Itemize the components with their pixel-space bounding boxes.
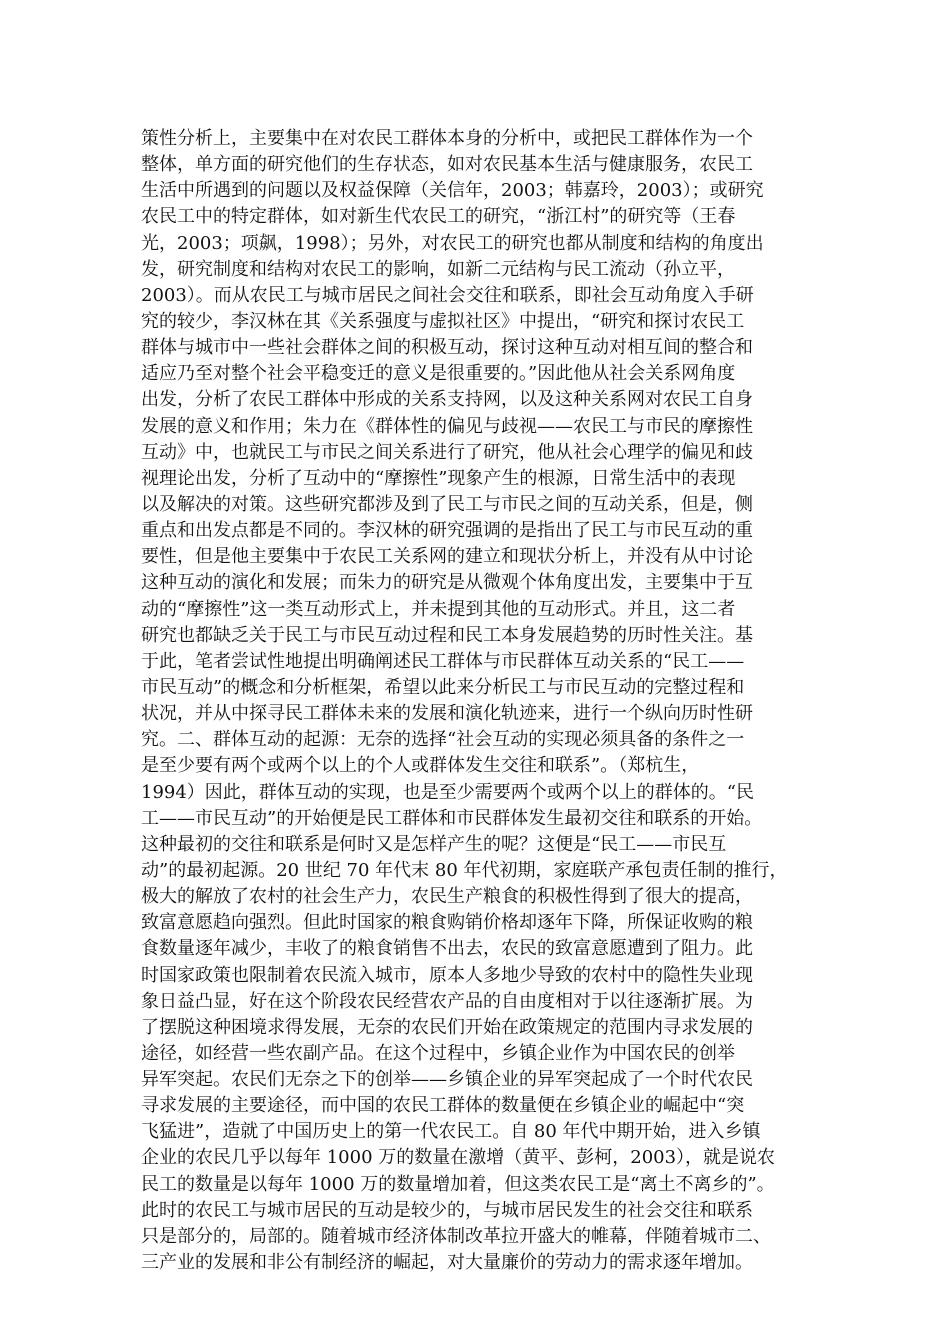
text-line: 于此，笔者尝试性地提出明确阐述民工群体与市民群体互动关系的“民工——: [141, 650, 745, 672]
text-line: 究。二、群体互动的起源：无奈的选择“社会互动的实现必须具备的条件之一: [141, 729, 745, 751]
text-line: 发展的意义和作用；朱力在《群体性的偏见与歧视——农民工与市民的摩擦性: [141, 415, 753, 437]
text-line: 三产业的发展和非公有制经济的崛起，对大量廉价的劳动力的需求逐年增加。: [141, 1252, 753, 1274]
text-line: 市民互动”的概念和分析框架，希望以此来分析民工与市民互动的完整过程和: [141, 676, 745, 698]
text-line: 时国家政策也限制着农民流入城市，原本人多地少导致的农村中的隐性失业现: [141, 964, 753, 986]
text-line: 途径，如经营一些农副产品。在这个过程中，乡镇企业作为中国农民的创举: [141, 1042, 735, 1064]
text-line: 这种互动的演化和发展；而朱力的研究是从微观个体角度出发，主要集中于互: [141, 572, 753, 594]
text-line: 企业的农民几乎以每年 1000 万的数量在激增（黄平、彭柯，2003），就是说农: [141, 1147, 776, 1169]
text-line: 群体与城市中一些社会群体之间的积极互动，探讨这种互动对相互间的整合和: [141, 337, 753, 359]
text-line: 飞猛进”，造就了中国历史上的第一代农民工。自 80 年代中期开始，进入乡镇: [141, 1121, 761, 1143]
text-line: 1994）因此，群体互动的实现，也是至少需要两个或两个以上的群体的。“民: [141, 781, 755, 803]
text-line: 工——市民互动”的开始便是民工群体和市民群体发生最初交往和联系的开始。: [141, 807, 763, 829]
text-line: 光，2003；项飙，1998）；另外，对农民工的研究也都从制度和结构的角度出: [141, 232, 764, 254]
text-line: 异军突起。农民们无奈之下的创举——乡镇企业的异军突起成了一个时代农民: [141, 1069, 753, 1091]
text-line: 民工的数量是以每年 1000 万的数量增加着，但这类农民工是“离土不离乡的”。: [141, 1173, 775, 1195]
text-line: 极大的解放了农村的社会生产力，农民生产粮食的积极性得到了很大的提高，: [141, 886, 753, 908]
text-line: 动的“摩擦性”这一类互动形式上，并未提到其他的互动形式。并且，这二者: [141, 598, 736, 620]
text-line: 整体，单方面的研究他们的生存状态，如对农民基本生活与健康服务，农民工: [141, 154, 753, 176]
text-line: 生活中所遇到的问题以及权益保障（关信年，2003；韩嘉玲，2003）；或研究: [141, 180, 764, 202]
text-line: 策性分析上，主要集中在对农民工群体本身的分析中，或把民工群体作为一个: [141, 128, 753, 149]
text-line: 食数量逐年减少，丰收了的粮食销售不出去，农民的致富意愿遭到了阻力。此: [141, 938, 753, 960]
text-line: 象日益凸显，好在这个阶段农民经营农产品的自由度相对于以往逐渐扩展。为: [141, 990, 753, 1012]
text-line: 2003）。而从农民工与城市居民之间社会交往和联系，即社会互动角度入手研: [141, 284, 754, 306]
text-line: 这种最初的交往和联系是何时又是怎样产生的呢？这便是“民工——市民互: [141, 833, 727, 855]
body-text: [141, 126, 813, 1276]
text-line: 研究也都缺乏关于民工与市民互动过程和民工本身发展趋势的历时性关注。基: [141, 624, 753, 646]
text-line: 究的较少，李汉林在其《关系强度与虚拟社区》中提出，“研究和探讨农民工: [141, 310, 745, 332]
text-line: 以及解决的对策。这些研究都涉及到了民工与市民之间的互动关系，但是，侧: [141, 493, 753, 515]
text-line: 寻求发展的主要途径，而中国的农民工群体的数量便在乡镇企业的崛起中“突: [141, 1095, 745, 1117]
text-line: 状况，并从中探寻民工群体未来的发展和演化轨迹来，进行一个纵向历时性研: [141, 703, 753, 725]
text-line: 农民工中的特定群体，如对新生代农民工的研究，“浙江村”的研究等（王春: [141, 206, 736, 228]
text-line: 发，研究制度和结构对农民工的影响，如新二元结构与民工流动（孙立平，: [141, 258, 735, 280]
text-line: 要性，但是他主要集中于农民工关系网的建立和现状分析上，并没有从中讨论: [141, 546, 753, 568]
text-line: 了摆脱这种困境求得发展，无奈的农民们开始在政策规定的范围内寻求发展的: [141, 1016, 753, 1038]
text-line: 视理论出发，分析了互动中的“摩擦性”现象产生的根源，日常生活中的表现: [141, 467, 736, 489]
text-line: 适应乃至对整个社会平稳变迁的意义是很重要的。”因此他从社会关系网角度: [141, 363, 736, 385]
text-line: 此时的农民工与城市居民的互动是较少的，与城市居民发生的社会交往和联系: [141, 1199, 753, 1221]
text-line: 只是部分的，局部的。随着城市经济体制改革拉开盛大的帷幕，伴随着城市二、: [141, 1225, 771, 1247]
text-line: 互动》中，也就民工与市民之间关系进行了研究，他从社会心理学的偏见和歧: [141, 441, 753, 463]
text-line: 是至少要有两个或两个以上的个人或群体发生交往和联系”。（郑杭生，: [141, 755, 700, 777]
text-line: 出发，分析了农民工群体中形成的关系支持网，以及这种关系网对农民工自身: [141, 389, 753, 411]
text-line: 致富意愿趋向强烈。但此时国家的粮食购销价格却逐年下降，所保证收购的粮: [141, 912, 753, 934]
text-line: 动”的最初起源。20 世纪 70 年代末 80 年代初期，家庭联产承包责任制的推行，: [141, 859, 788, 881]
text-line: 重点和出发点都是不同的。李汉林的研究强调的是指出了民工与市民互动的重: [141, 520, 753, 542]
